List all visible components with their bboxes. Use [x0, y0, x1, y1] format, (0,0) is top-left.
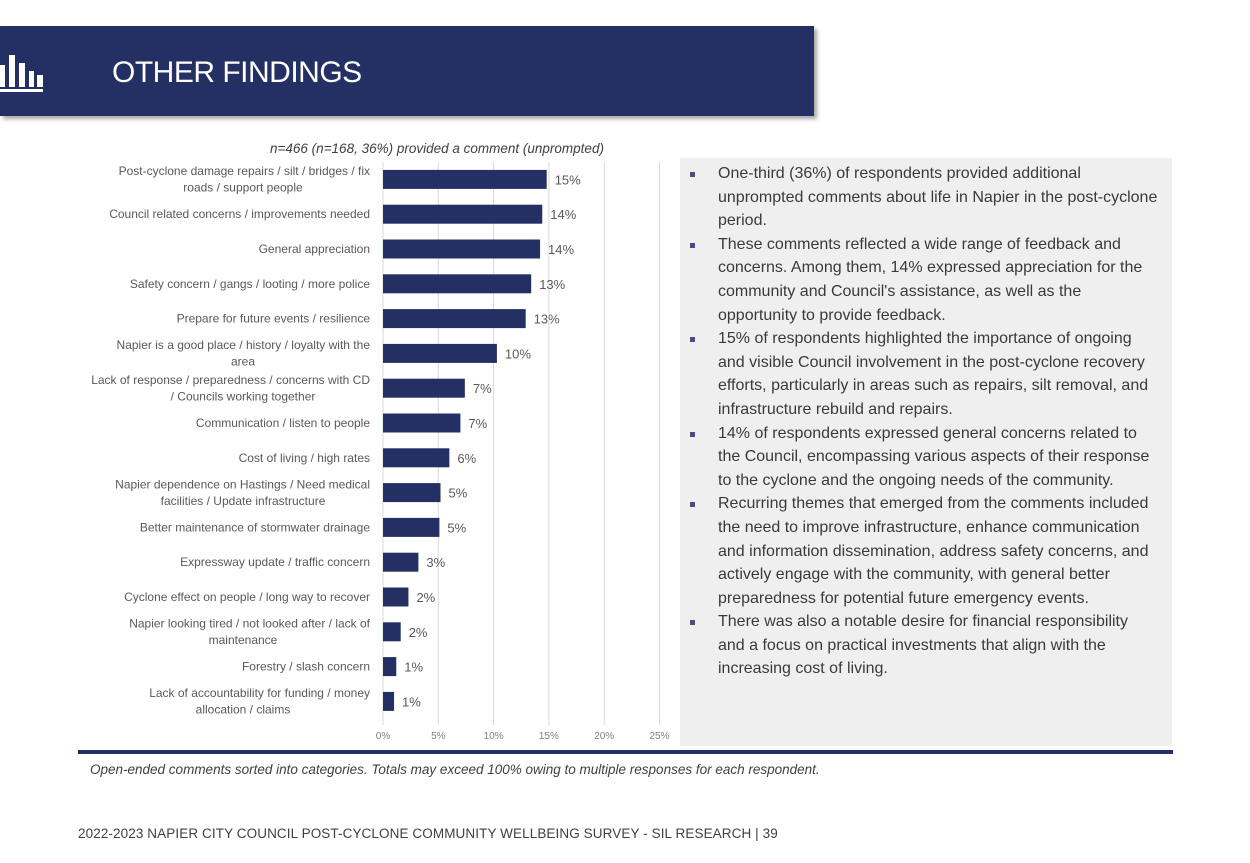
summary-bullet: There was also a notable desire for financial responsibility and a focus on practical investments that align with the increasing cost of living.: [718, 610, 1158, 681]
bar: [383, 622, 401, 641]
bar: [383, 309, 526, 328]
bar: [383, 483, 441, 502]
bar-value-label: 10%: [504, 346, 531, 362]
bar-chart: [0, 0, 680, 760]
category-label: area: [230, 354, 256, 369]
bar: [383, 448, 449, 467]
bar-value-label: 2%: [416, 590, 436, 605]
bar: [383, 518, 439, 537]
bar-value-label: 5%: [448, 485, 468, 501]
category-label: Napier looking tired / not looked after / lack of: [129, 616, 370, 631]
x-tick-label: 25%: [649, 731, 670, 742]
bar: [383, 170, 547, 189]
bar-value-label: 1%: [404, 659, 424, 675]
page-title: OTHER FINDINGS: [112, 56, 362, 89]
bar-value-label: 14%: [550, 207, 577, 223]
bar-value-label: 7%: [468, 416, 488, 431]
chart-sample-note: n=466 (n=168, 36%) provided a comment (unprompted): [270, 141, 604, 156]
category-label: Better maintenance of stormwater drainage: [139, 520, 370, 535]
bar-value-label: 5%: [447, 520, 467, 536]
category-label: Napier is a good place / history / loyalty with the: [116, 338, 370, 353]
bar: [383, 205, 542, 224]
bar-value-label: 14%: [548, 242, 575, 257]
x-tick-label: 15%: [538, 731, 559, 742]
category-label: Cyclone effect on people / long way to recover: [124, 590, 370, 604]
summary-bullet: These comments reflected a wide range of feedback and concerns. Among them, 14% expressed appreciation for the community and Council's assistance, as well as the opportunity to provide feedback.: [718, 233, 1158, 327]
category-label: Napier dependence on Hastings / Need medical: [115, 477, 370, 492]
category-label: Prepare for future events / resilience: [176, 311, 370, 326]
bar: [383, 588, 408, 607]
summary-bullet: 15% of respondents highlighted the importance of ongoing and visible Council involvement in the post-cyclone recovery efforts, particularly in areas such as repairs, silt removal, and infrastructure rebuild and repairs.: [718, 327, 1158, 421]
category-label: allocation / claims: [195, 702, 291, 717]
bar-value-label: 13%: [539, 276, 566, 292]
bar: [383, 657, 396, 676]
category-label: Expressway update / traffic concern: [180, 555, 370, 570]
category-label: Forestry / slash concern: [241, 659, 370, 674]
chart-footnote: Open-ended comments sorted into categories. Totals may exceed 100% owing to multiple responses for each respondent.: [90, 762, 820, 777]
x-tick-label: 5%: [431, 731, 446, 742]
bar-value-label: 15%: [554, 172, 581, 188]
bar: [383, 414, 460, 433]
bar: [383, 344, 497, 363]
page-footer: 2022-2023 NAPIER CITY COUNCIL POST-CYCLONE COMMUNITY WELLBEING SURVEY - SIL RESEARCH | 39: [78, 826, 778, 841]
category-label: roads / support people: [183, 180, 303, 195]
summary-bullet: 14% of respondents expressed general concerns related to the Council, encompassing various aspects of their response to the cyclone and the ongoing needs of the community.: [718, 422, 1158, 493]
bar-value-label: 7%: [472, 381, 492, 397]
x-tick-label: 20%: [594, 731, 615, 742]
category-label: facilities / Update infrastructure: [160, 493, 326, 508]
bar: [383, 379, 465, 398]
summary-bullet-list: [680, 158, 1172, 681]
bar-value-label: 6%: [457, 450, 477, 466]
category-label: Cost of living / high rates: [238, 450, 370, 465]
footer-divider: [78, 750, 1173, 754]
category-label: / Councils working together: [170, 389, 316, 404]
bar-value-label: 2%: [408, 624, 428, 640]
category-label: Lack of accountability for funding / money: [149, 686, 370, 701]
category-label: General appreciation: [258, 242, 370, 256]
bar: [383, 240, 540, 259]
bar: [383, 274, 531, 293]
summary-panel: [680, 158, 1172, 746]
category-label: Communication / listen to people: [195, 416, 370, 430]
category-label: Safety concern / gangs / looting / more police: [129, 276, 370, 291]
bar-value-label: 1%: [402, 694, 421, 710]
bar: [383, 553, 418, 572]
bar-value-label: 3%: [426, 555, 446, 571]
category-label: maintenance: [208, 633, 278, 648]
category-label: Post-cyclone damage repairs / silt / bridges / fix: [118, 164, 370, 179]
category-label: Lack of response / preparedness / concerns with CD: [91, 372, 370, 387]
category-label: Council related concerns / improvements needed: [109, 207, 370, 222]
x-tick-label: 0%: [375, 731, 391, 742]
summary-bullet: Recurring themes that emerged from the comments included the need to improve infrastructure, enhance communication and information dissemination, address safety concerns, and actively engage with the community, with general better preparedness for potential future emergency events.: [718, 492, 1158, 610]
bar-value-label: 13%: [533, 311, 560, 327]
summary-bullet: One-third (36%) of respondents provided additional unprompted comments about life in Napier in the post-cyclone period.: [718, 162, 1158, 233]
bar: [383, 692, 394, 711]
x-tick-label: 10%: [483, 731, 504, 742]
